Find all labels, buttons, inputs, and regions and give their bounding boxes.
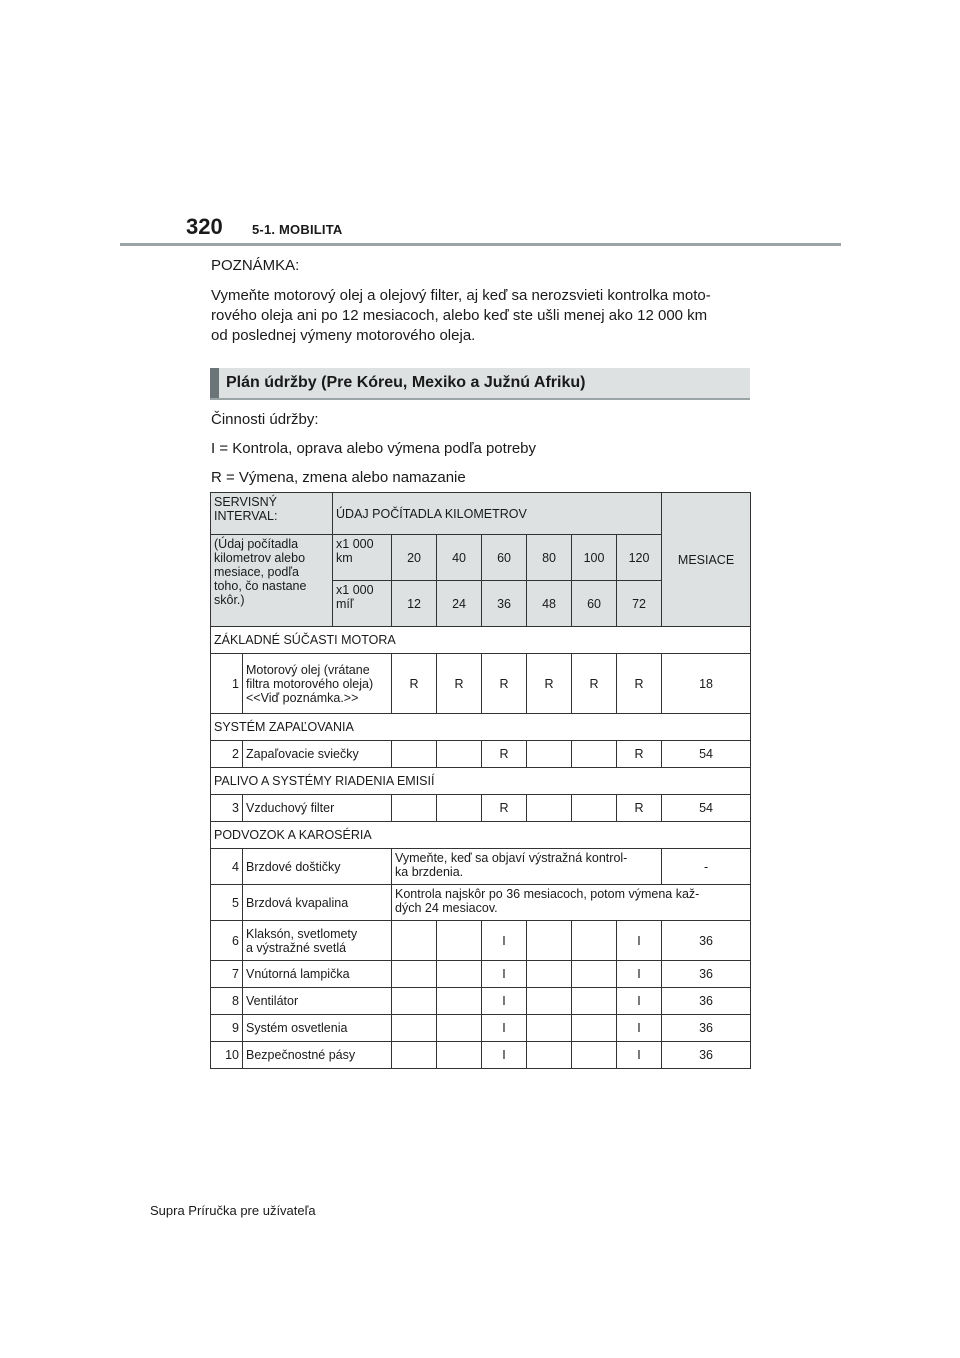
item-number: 8 xyxy=(211,988,243,1015)
note-body xyxy=(211,286,751,346)
schedule-cell xyxy=(392,961,437,988)
schedule-cell xyxy=(527,921,572,961)
schedule-cell xyxy=(572,1042,617,1069)
item-note xyxy=(392,849,662,885)
miles-unit-line: x1 000 xyxy=(336,583,374,597)
table-row xyxy=(211,988,751,1015)
item-number: 3 xyxy=(211,795,243,822)
section-title: 5-1. MOBILITA xyxy=(252,222,343,237)
schedule-cell: R xyxy=(572,654,617,714)
note-block xyxy=(211,256,751,360)
table-row xyxy=(211,885,751,921)
schedule-cell xyxy=(392,988,437,1015)
group-title: SYSTÉM ZAPAĽOVANIA xyxy=(211,714,751,741)
maintenance-table xyxy=(210,492,751,1069)
item-name xyxy=(243,741,392,768)
months-value: 36 xyxy=(662,961,751,988)
interval-note xyxy=(211,535,333,627)
note-title: POZNÁMKA: xyxy=(211,257,300,274)
item-name-line: <<Viď poznámka.>> xyxy=(246,690,359,705)
months-value: 36 xyxy=(662,988,751,1015)
item-name xyxy=(243,988,392,1015)
schedule-cell: I xyxy=(482,988,527,1015)
schedule-cell: R xyxy=(437,654,482,714)
legend xyxy=(211,410,751,497)
schedule-cell xyxy=(437,961,482,988)
item-number: 7 xyxy=(211,961,243,988)
months-value: 54 xyxy=(662,795,751,822)
miles-value: 24 xyxy=(437,581,482,627)
item-name-line: Vzduchový filter xyxy=(246,801,335,815)
item-name xyxy=(243,961,392,988)
item-note-line: Vymeňte, keď sa objaví výstražná kontrol- xyxy=(395,851,628,865)
item-number: 1 xyxy=(211,654,243,714)
km-value: 80 xyxy=(527,535,572,581)
schedule-cell: I xyxy=(617,961,662,988)
item-note-line: ka brzdenia. xyxy=(395,865,464,879)
item-name xyxy=(243,654,392,714)
miles-value: 12 xyxy=(392,581,437,627)
item-name-line: Brzdové doštičky xyxy=(246,859,341,874)
months-value: 54 xyxy=(662,741,751,768)
item-name-line: Ventilátor xyxy=(246,994,299,1008)
km-unit-line: x1 000 xyxy=(336,537,374,551)
miles-unit xyxy=(333,581,392,627)
km-value: 100 xyxy=(572,535,617,581)
legend-r: R = Výmena, zmena alebo namazanie xyxy=(211,469,466,486)
schedule-cell: I xyxy=(482,1042,527,1069)
schedule-cell xyxy=(572,795,617,822)
note-line: rového oleja ani po 12 mesiacoch, alebo keď ste ušli menej ako 12 000 km xyxy=(211,307,708,324)
schedule-cell: I xyxy=(617,1015,662,1042)
item-name xyxy=(243,795,392,822)
group-row xyxy=(211,822,751,849)
miles-unit-line: míľ xyxy=(336,597,354,611)
schedule-cell: I xyxy=(617,1042,662,1069)
item-number: 5 xyxy=(211,885,243,921)
group-title: PALIVO A SYSTÉMY RIADENIA EMISIÍ xyxy=(211,768,751,795)
months-value: 18 xyxy=(662,654,751,714)
table-row xyxy=(211,741,751,768)
banner-title: Plán údržby (Pre Kóreu, Mexiko a Južnú Afriku) xyxy=(226,374,586,391)
km-unit xyxy=(333,535,392,581)
schedule-cell xyxy=(572,921,617,961)
interval-note-line: skôr.) xyxy=(214,593,245,607)
group-title: ZÁKLADNÉ SÚČASTI MOTORA xyxy=(211,627,751,654)
interval-note-line: mesiace, podľa xyxy=(214,565,299,579)
km-value: 60 xyxy=(482,535,527,581)
item-note xyxy=(392,885,751,921)
item-name-line: Motorový olej (vrátane xyxy=(246,662,370,677)
table-row xyxy=(211,1015,751,1042)
note-line: od poslednej výmeny motorového oleja. xyxy=(211,327,476,344)
schedule-cell xyxy=(527,988,572,1015)
schedule-cell: R xyxy=(617,741,662,768)
miles-value: 72 xyxy=(617,581,662,627)
schedule-cell xyxy=(572,988,617,1015)
item-name-line: Brzdová kvapalina xyxy=(246,895,349,910)
table-row xyxy=(211,1042,751,1069)
header-divider xyxy=(120,243,841,246)
schedule-cell: I xyxy=(617,921,662,961)
miles-value: 36 xyxy=(482,581,527,627)
odometer-header: ÚDAJ POČÍTADLA KILOMETROV xyxy=(333,493,662,535)
km-value: 120 xyxy=(617,535,662,581)
item-name-line: Bezpečnostné pásy xyxy=(246,1048,356,1062)
months-value: 36 xyxy=(662,1042,751,1069)
table-row xyxy=(211,961,751,988)
item-name-line: Systém osvetlenia xyxy=(246,1021,348,1035)
item-name xyxy=(243,921,392,961)
item-name-line: Zapaľovacie sviečky xyxy=(246,747,359,761)
schedule-cell xyxy=(437,1015,482,1042)
schedule-cell xyxy=(437,1042,482,1069)
schedule-cell xyxy=(437,921,482,961)
schedule-cell xyxy=(437,988,482,1015)
item-name xyxy=(243,1015,392,1042)
schedule-cell xyxy=(527,1015,572,1042)
item-number: 10 xyxy=(211,1042,243,1069)
service-interval-header-line: SERVISNÝ xyxy=(214,495,277,509)
schedule-cell xyxy=(527,795,572,822)
km-unit-line: km xyxy=(336,551,353,565)
schedule-cell: I xyxy=(482,921,527,961)
schedule-cell xyxy=(527,1042,572,1069)
schedule-cell: I xyxy=(482,961,527,988)
item-name xyxy=(243,849,392,885)
legend-i: I = Kontrola, oprava alebo výmena podľa potreby xyxy=(211,440,536,457)
item-note-line: dých 24 mesiacov. xyxy=(395,901,498,915)
schedule-cell xyxy=(392,1015,437,1042)
schedule-cell xyxy=(392,921,437,961)
table-row xyxy=(211,849,751,885)
schedule-cell xyxy=(437,741,482,768)
interval-note-line: toho, čo nastane xyxy=(214,579,307,593)
item-name-line: Vnútorná lampička xyxy=(246,967,350,981)
item-name xyxy=(243,885,392,921)
section-banner xyxy=(210,368,750,400)
item-name xyxy=(243,1042,392,1069)
miles-value: 60 xyxy=(572,581,617,627)
item-number: 9 xyxy=(211,1015,243,1042)
table-row xyxy=(211,795,751,822)
months-value: 36 xyxy=(662,921,751,961)
service-interval-header xyxy=(211,493,333,535)
header-row xyxy=(211,493,751,535)
schedule-cell xyxy=(572,961,617,988)
service-interval-header-line: INTERVAL: xyxy=(214,509,278,523)
schedule-cell xyxy=(527,961,572,988)
item-name-line: Klaksón, svetlomety xyxy=(246,926,358,941)
schedule-cell xyxy=(572,741,617,768)
schedule-cell: R xyxy=(527,654,572,714)
group-title: PODVOZOK A KAROSÉRIA xyxy=(211,822,751,849)
item-note-line: Kontrola najskôr po 36 mesiacoch, potom výmena kaž- xyxy=(395,887,700,901)
km-value: 20 xyxy=(392,535,437,581)
km-value: 40 xyxy=(437,535,482,581)
schedule-cell: R xyxy=(617,654,662,714)
schedule-cell: I xyxy=(617,988,662,1015)
note-line: Vymeňte motorový olej a olejový filter, aj keď sa nerozsvieti kontrolka moto- xyxy=(211,287,711,304)
table-row xyxy=(211,921,751,961)
months-value: 36 xyxy=(662,1015,751,1042)
months-value: - xyxy=(662,849,751,885)
item-name-line: filtra motorového oleja) xyxy=(246,676,374,691)
interval-note-line: kilometrov alebo xyxy=(214,551,306,565)
interval-note-line: (Údaj počítadla xyxy=(214,537,299,551)
footer-text: Supra Príručka pre užívateľa xyxy=(150,1203,316,1218)
item-number: 4 xyxy=(211,849,243,885)
miles-value: 48 xyxy=(527,581,572,627)
schedule-cell xyxy=(392,1042,437,1069)
group-row xyxy=(211,714,751,741)
schedule-cell xyxy=(572,1015,617,1042)
schedule-cell xyxy=(392,741,437,768)
schedule-cell: R xyxy=(482,654,527,714)
item-name-line: a výstražné svetlá xyxy=(246,940,347,955)
group-row xyxy=(211,627,751,654)
page-number: 320 xyxy=(186,214,223,239)
schedule-cell: R xyxy=(392,654,437,714)
schedule-cell xyxy=(392,795,437,822)
schedule-cell: R xyxy=(482,795,527,822)
page-header xyxy=(186,214,342,240)
item-number: 2 xyxy=(211,741,243,768)
legend-intro: Činnosti údržby: xyxy=(211,411,319,428)
schedule-cell xyxy=(527,741,572,768)
table-row xyxy=(211,654,751,714)
schedule-cell: R xyxy=(617,795,662,822)
group-row xyxy=(211,768,751,795)
schedule-cell: I xyxy=(482,1015,527,1042)
months-header: MESIACE xyxy=(662,493,751,627)
schedule-cell: R xyxy=(482,741,527,768)
item-number: 6 xyxy=(211,921,243,961)
banner-accent xyxy=(210,368,219,398)
schedule-cell xyxy=(437,795,482,822)
